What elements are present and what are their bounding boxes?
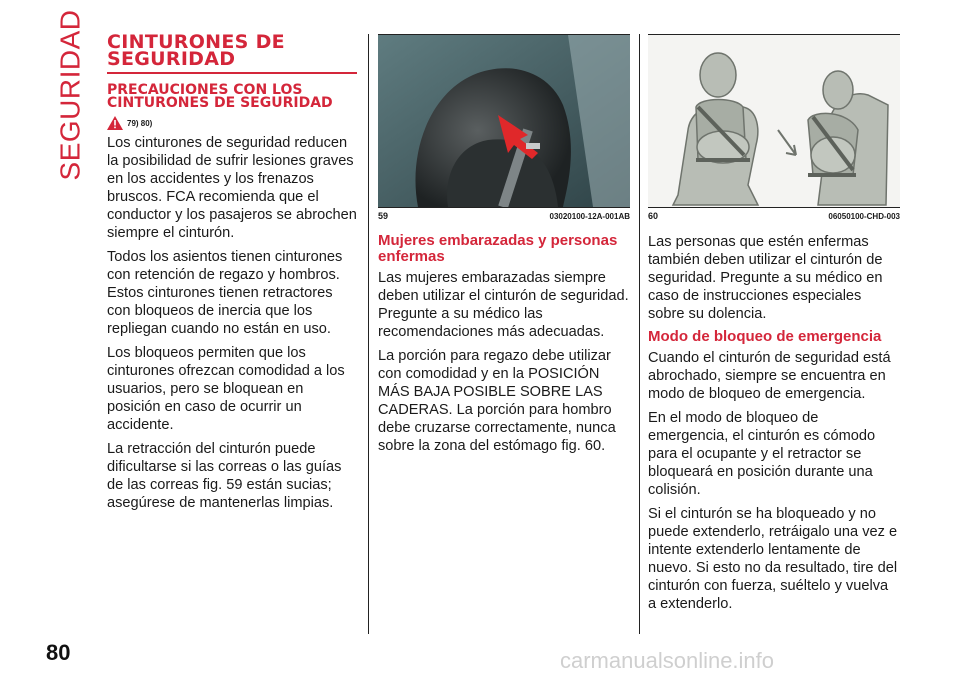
figure-code: 06050100-CHD-003	[828, 212, 900, 221]
paragraph: Las mujeres embarazadas siempre deben utilizar el cinturón de seguridad. Pregunte a su médico las recomendaciones más adecuadas.	[378, 270, 629, 340]
figure-caption	[648, 207, 900, 221]
paragraph: La porción para regazo debe utilizar con comodidad y en la POSICIÓN MÁS BAJA POSIBLE SOBRE LAS CADERAS. La porción para hombro debe cruzarse correctamente, nunca sobre la zona del estómago fig. 60.	[378, 348, 616, 454]
paragraph: Todos los asientos tienen cinturones con retención de regazo y hombros. Estos cinturones tienen retractores con bloqueos de inercia que los repliegan cuando no están en uso.	[107, 249, 343, 337]
paragraph: Las personas que estén enfermas también deben utilizar el cinturón de seguridad. Pregunte a su médico en caso de instrucciones especiales sobre su dolencia.	[648, 234, 883, 322]
page-heading: CINTURONES DE SEGURIDAD	[107, 31, 285, 70]
paragraph: Los cinturones de seguridad reducen la posibilidad de sufrir lesiones graves en los accidentes y los frenazos bruscos. FCA recomienda que el conductor y los pasajeros se abrochen siempre el cinturón.	[107, 135, 357, 241]
subsection-title: Modo de bloqueo de emergencia	[648, 328, 882, 345]
paragraph: Cuando el cinturón de seguridad está abrochado, siempre se encuentra en modo de bloqueo de emergencia.	[648, 350, 891, 402]
column-divider	[639, 34, 640, 634]
paragraph: La retracción del cinturón puede dificultarse si las correas o las guías de las correas fig. 59 están sucias; asegúrese de mantenerlas limpias.	[107, 441, 342, 511]
warning-refs: 79) 80)	[127, 119, 153, 128]
heading-rule	[107, 72, 357, 74]
column-1	[107, 31, 357, 518]
warning-reference	[107, 116, 357, 130]
section-label	[50, 9, 90, 181]
warning-triangle-icon	[107, 116, 123, 130]
seat-headrest-image	[378, 35, 630, 207]
section-subheading: PRECAUCIONES CON LOS CINTURONES DE SEGURIDAD	[107, 82, 333, 111]
watermark: carmanualsonline.info	[560, 648, 775, 673]
figure-code: 03020100-12A-001AB	[549, 212, 630, 221]
column-2	[378, 34, 630, 461]
figure-60-seatbelt-illustration	[648, 35, 900, 207]
paragraph: Si el cinturón se ha bloqueado y no puede extenderlo, retráigalo una vez e intente extenderlo lentamente de nuevo. Si esto no da resultado, tire del cinturón con fuerza, suéltelo y vuelva a extenderlo.	[648, 506, 898, 612]
page-number: 80	[46, 640, 71, 665]
subsection-title: Mujeres embarazadas y personas enfermas	[378, 232, 618, 265]
figure-number: 60	[648, 211, 659, 221]
column-3	[648, 34, 900, 619]
paragraph: Los bloqueos permiten que los cinturones ofrezcan comodidad a los usuarios, pero se bloquean en posición en caso de ocurrir un accidente.	[107, 345, 345, 433]
figure-59-seatbelt-photo	[378, 35, 630, 207]
figure-number: 59	[378, 211, 389, 221]
paragraph: En el modo de bloqueo de emergencia, el cinturón es cómodo para el ocupante y el retractor se bloqueará en posición durante una colisión.	[648, 410, 876, 498]
figure-caption	[378, 207, 630, 221]
occupant-seatbelt-illustration	[648, 35, 900, 207]
column-divider	[368, 34, 369, 634]
section-label-text: SEGURIDAD	[54, 9, 85, 181]
